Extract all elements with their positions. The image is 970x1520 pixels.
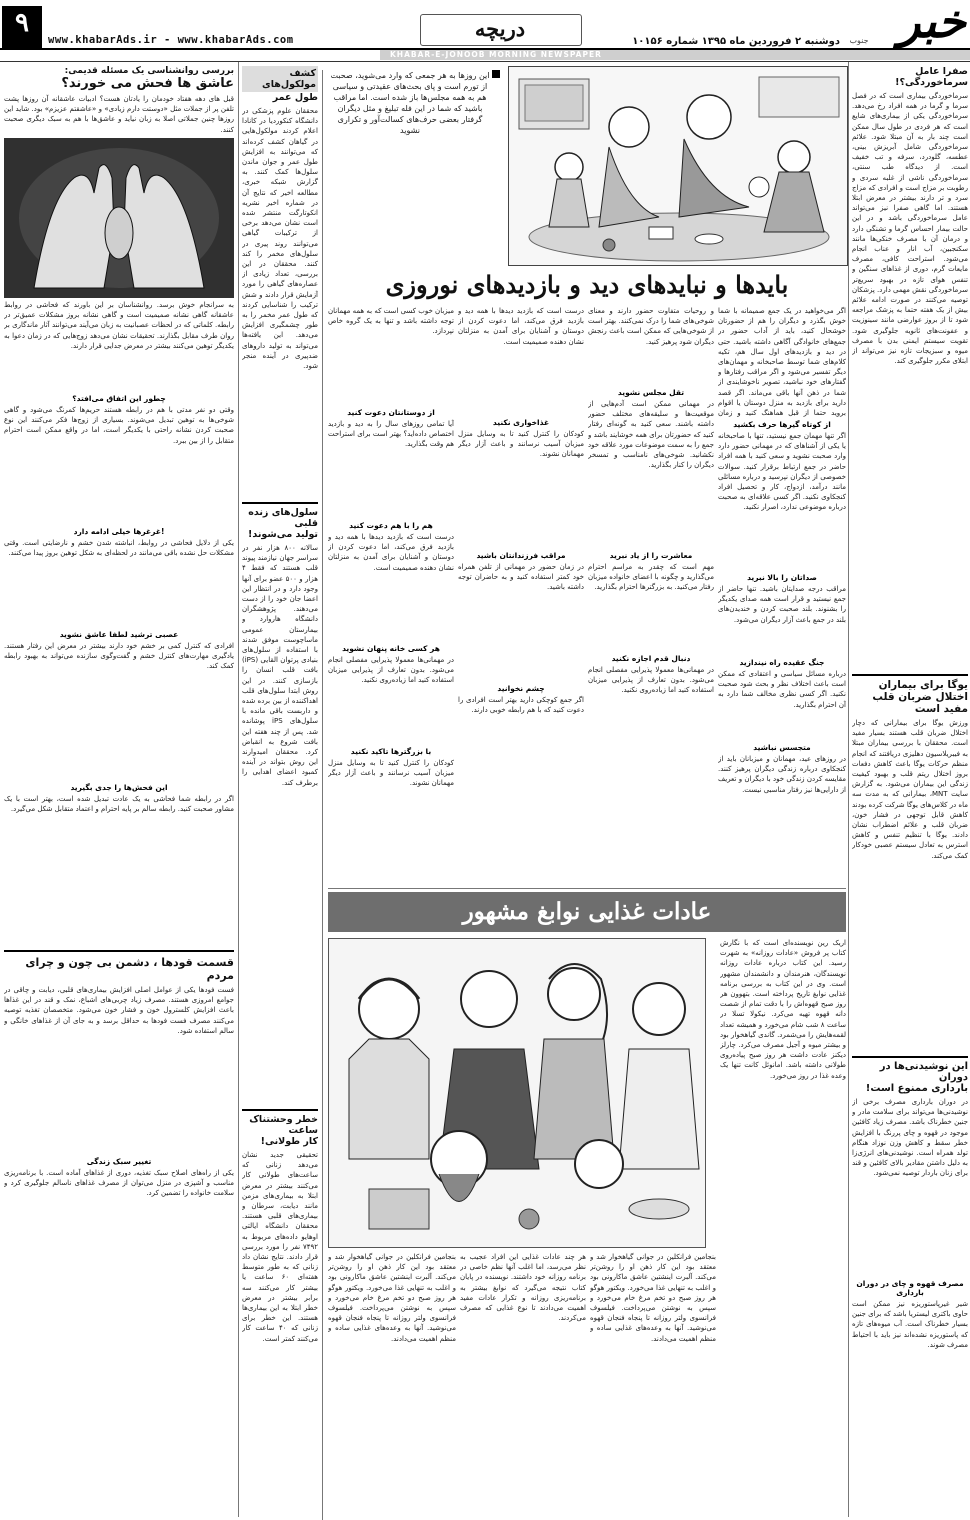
famous-body: هر چند عادات غذایی این افراد عجیب به نظر می‌رسد، اما اغلب آنها نظم خاصی در برنامه روزانه خود داشتند. نویسنده در پایان کتاب نتیجه می‌گیرد که نوابغ بیشتر به برنامه‌ریزی روزانه و تکرار عادات مفید اهمیت می‌دادند تا نوع غذایی که مصرف می‌کردند. xyxy=(460,1253,586,1323)
feature-subhead: هر کسی خانه پنهان نشوید xyxy=(342,644,440,653)
feature-body: مراقب درجه صدایتان باشید. تنها حاضر از جمع نیستید و قرار است همه صدای یکدیگر را بشنوند. بلند صحبت کردن و خندیدن‌های بلند در جمع باعث آزار دیگران می‌شود. xyxy=(718,585,846,624)
feature-column-1 xyxy=(718,306,846,886)
feature-body: اگر می‌خواهید در یک جمع صمیمانه با شما خوش بگذرد و دیگران را هم از حضورتان خوشحال کنید، باید از آداب حضور در جمع‌های خانوادگی آگاهی داشته باشید. حتی در دید و بازدیدهای اول سال هم، تکیه کلام‌های شما توسط صاحبخانه و مهمان‌های دیگر تفسیر می‌شود و اگر مراقب رفتارها و گفتارهای خود نباشید، تصویر ناخوشایندی از شما در ذهن آنها باقی می‌ماند. اگر قصد دارید برای بازدید به منزل دوستان یا اقوام بروید حتما از قبل هماهنگ کنید و زمان xyxy=(718,307,846,418)
cells-title: سلول‌های زنده قلبی xyxy=(242,502,318,529)
masthead-bottom-rule xyxy=(0,61,970,62)
famous-headline: عادات غذایی نوابغ مشهور xyxy=(462,898,712,925)
feature-body: در مهمانی‌ها معمولا پذیرایی مفصلی انجام می‌شود. بدون تعارف از پذیرایی میزبان استفاده کنید اما زیاده‌روی نکنید. xyxy=(588,666,714,695)
cells-body: سالانه ۸۰۰ هزار نفر در سراسر جهان نیازمند پیوند قلب هستند که فقط ۴ هزار و ۵۰۰ عضو برای آنها وجود دارد و در انتظار این اعضا جان خود را از دست می‌دهند. پژوهشگران دانشگاه هاروارد و بیمارستان عمومی ماساچوست موفق شدند با استفاده از سلول‌های بنیادی پرتوان القایی (iPS) بافت قلب انسان را بازسازی کنند. در این روش ابتدا سلول‌های قلب اهداکننده از بین برده شده و داربست باقی مانده با سلول‌های iPS پوشانده شد. پس از چند هفته این بافت شروع به انقباض کرد. محققان امیدوارند این روش بتواند در آینده کمبود اعضای اهدایی را برطرف کند. xyxy=(242,544,318,787)
famous-drawing xyxy=(329,939,705,1247)
logo-small: جنوب xyxy=(849,36,869,45)
feature-subhead: چشم نخوانید xyxy=(497,684,545,693)
hands-illustration xyxy=(4,138,234,298)
tagline: KHABAR-E-JONOOB MORNING NEWSPAPER xyxy=(390,50,602,59)
molecule-column xyxy=(242,66,318,1516)
feature-column-4 xyxy=(328,306,454,886)
drinks-body-2: شیر غیرپاستوریزه نیز ممکن است حاوی باکتری لیستریا باشد که برای جنین بسیار خطرناک است. آب میوه‌های تازه که پاستوریزه نشده‌اند نیز باید با احتیاط مصرف شوند. xyxy=(852,1300,968,1349)
feature-body: اگر جمع کوچکی دارید بهتر است افرادی را دعوت کنید که با هم رابطه خوبی دارند. xyxy=(458,696,584,715)
fastfood-subhead: تغییر سبک زندگی xyxy=(86,1157,152,1166)
left-title: عاشق ها فحش می خورند؟ xyxy=(61,76,234,91)
feature-body: و روحیات متفاوت حضور دارند و معنای شوخی‌های شما را درک نمی‌کنند. بهتر است از شوخی‌هایی که ممکن است باعث رنجش دیگران شود پرهیز کنید. xyxy=(588,307,714,346)
molecule-body: محققان علوم پزشکی در دانشگاه کنکوردیا در کانادا اعلام کردند مولکول‌هایی در گیاهان کشف کرده‌اند که می‌توانند به افزایش طول عمر و جوان ماندن سلول‌ها کمک کنند. به گزارش شبکه خبری، مطالعه اخیر که نتایج آن در شماره اخیر نشریه انکوتارگت منتشر شده است نشان می‌دهد برخی از ترکیبات گیاهی می‌توانند روند پیری در سلول‌های مخمر را کند کنند. محققان در این بررسی، تعداد زیادی از عصاره‌های گیاهی را مورد آزمایش قرار دادند و شش ترکیب را شناسایی کردند که طول عمر مخمر را به طور چشمگیری افزایش می‌دهد. این یافته‌ها می‌تواند به تولید داروهای ضدپیری در آینده منجر شود. xyxy=(242,107,318,371)
feature-body: کودکان را کنترل کنید تا به وسایل منزل میزبان آسیب نرسانند و باعث آزار دیگر مهمانان نشوند. xyxy=(328,759,454,788)
danger-title-2: کار طولانی! xyxy=(260,1136,318,1147)
feature-subhead: دنبال قدم اجازه نکنید xyxy=(611,654,691,663)
yoga-subtitle: اختلال ضربان قلب xyxy=(872,691,968,703)
feature-column-3 xyxy=(458,306,584,886)
molecule-title: کشف مولکول‌های xyxy=(242,66,318,92)
left-body: اگر در رابطه شما فحاشی به یک عادت تبدیل شده است، بهتر است با یک مشاور صحبت کنید. رابطه سالم بر پایه احترام و اعتماد متقابل شکل می‌گیرد. xyxy=(4,795,234,814)
danger-body: تحقیقی جدید نشان می‌دهد زنانی که ساعت‌های طولانی کار می‌کنند بیشتر در معرض ابتلا به بیماری‌های مزمن مانند دیابت، سرطان و بیماری‌های قلبی هستند. محققان دانشگاه ایالتی اوهایو داده‌های مربوط به ۷۴۹۲ نفر را مورد بررسی قرار دادند. نتایج نشان داد زنانی که به طور متوسط هفته‌ای ۶۰ ساعت یا بیشتر کار می‌کنند سه برابر بیشتر در معرض خطر ابتلا به این بیماری‌ها هستند. این خطر برای زنانی که ۴۰ ساعت کار می‌کنند کمتر است. xyxy=(242,1151,318,1343)
feature-subhead: از کوتاه گیرها حرف بکشید xyxy=(733,420,831,429)
left-subhead: چطور این اتفاق می‌افتد؟ xyxy=(72,394,166,403)
molecule-title-2: طول عمر xyxy=(272,92,318,103)
feature-body: میزبان خوب کسی است که به همه مهمانان توجه داشته باشد و تنها به یک گروه خاص نپردازد. xyxy=(328,307,454,336)
danger-title: خطر وحشتناک ساعت xyxy=(242,1109,318,1136)
feature-subhead: صداتان را بالا نبرید xyxy=(747,573,817,582)
yoga-subtitle-2: مفید است xyxy=(914,703,968,715)
feature-body: در مهمانی‌ها معمولا پذیرایی مفصلی انجام می‌شود. بدون تعارف از پذیرایی میزبان استفاده کنید اما زیاده‌روی نکنید. xyxy=(328,656,454,685)
right-column xyxy=(852,66,968,1516)
left-body: یکی از دلایل فحاشی در روابط، انباشته شدن خشم و نارضایتی است. وقتی مشکلات حل نشده باقی می‌مانند در لحظه‌ای به شکل توهین بروز پیدا می‌کنند. xyxy=(4,539,234,558)
section-divider xyxy=(328,888,846,889)
feature-subhead: از دوستانتان دعوت کنید xyxy=(347,408,435,417)
famous-body: بنجامین فرانکلین در جوانی گیاهخوار شد و معتقد بود این کار ذهن او را روشن‌تر می‌کند. آلبرت اینشتین عاشق ماکارونی بود و اغلب به تنهایی غذا می‌خورد. ویکتور هوگو هر روز صبح دو تخم مرغ خام می‌خورد و سپس به نوشتن می‌پرداخت. فیلسوف فرانسوی ولتر روزانه تا پنجاه فنجان قهوه می‌نوشید. آنها به وعده‌های غذایی ساده و منظم اهمیت می‌دادند. xyxy=(590,1253,716,1343)
cartoon-caption-marker xyxy=(492,70,500,78)
feature-subhead: تقل مجلس نشوید xyxy=(617,388,685,397)
drinks-title: این نوشیدنی‌ها در دوران xyxy=(852,1056,968,1083)
feature-subhead: مراقب فرزندانتان باشید xyxy=(476,551,566,560)
famous-column-3 xyxy=(460,1252,586,1514)
famous-illustration xyxy=(328,938,706,1248)
drinks-title-2: بارداری ممنوع است! xyxy=(865,1083,968,1094)
left-body: به سرانجام خوش برسد. روانشناسان بر این باورند که فحاشی در روابط عاشقانه گاهی نشانه صمیمیت است و گاهی نشانه بروز مشکلات عمیق‌تر در رابطه. کلماتی که در لحظات عصبانیت به زبان می‌آیند می‌توانند آثار ماندگاری بر روان طرف مقابل بگذارند. تحقیقات نشان می‌دهد زوج‌هایی که در زمان دعوا به یکدیگر توهین می‌کنند بیشتر در معرض جدایی قرار دارند. xyxy=(4,301,234,350)
feature-body: درست است که بازدید دیدها با همه دید و بازدید فرق می‌کند، اما دعوت کردن از دوستان و آشنایان برای آمدن به منزلتان نشان دهنده صمیمیت است. xyxy=(328,533,454,572)
left-subhead: غرغرها خیلی ادامه دارد! xyxy=(73,527,165,536)
feature-subhead: با بزرگترها تاکید نکنید xyxy=(350,747,432,756)
fastfood-body: فست فودها یکی از عوامل اصلی افزایش بیماری‌های قلبی، دیابت و چاقی در جوامع امروزی هستند. مصرف زیاد چربی‌های اشباع، نمک و قند در این غذاها باعث افزایش کلسترول خون و فشار خون می‌شود. متخصصان تغذیه توصیه می‌کنند مصرف فست فودها به حداقل برسد و به جای آن از غذاهای خانگی و سالم استفاده شود. xyxy=(4,986,234,1035)
hands-drawing xyxy=(4,138,234,298)
yoga-title: یوگا برای بیماران xyxy=(852,674,968,691)
left-kicker: بررسی روانشناسی یک مسئله قدیمی: xyxy=(64,66,234,76)
famous-body: بنجامین فرانکلین در جوانی گیاهخوار شد و معتقد بود این کار ذهن او را روشن‌تر می‌کند. آلبرت اینشتین عاشق ماکارونی بود و اغلب به تنهایی غذا می‌خورد. ویکتور هوگو هر روز صبح دو تخم مرغ خام می‌خورد و سپس به نوشتن می‌پرداخت. فیلسوف فرانسوی ولتر روزانه تا پنجاه فنجان قهوه می‌نوشید. آنها به وعده‌های غذایی ساده و منظم اهمیت می‌دادند. xyxy=(328,1253,456,1343)
drinks-body: در دوران بارداری مصرف برخی از نوشیدنی‌ها می‌تواند برای سلامت مادر و جنین خطرناک باشد. مصرف زیاد کافئین موجود در قهوه و چای پررنگ با افزایش خطر سقط و کاهش وزن نوزاد هنگام تولد همراه است. نوشیدنی‌های انرژی‌زا به دلیل داشتن مقادیر بالای کافئین و قند برای زنان باردار توصیه نمی‌شود. xyxy=(852,1098,968,1178)
feature-body: اگر تنها مهمان جمع نیستید، تنها با صاحبخانه یا یکی از آشناهای که در مهمانی حضور دارد وارد صحبت نشوید و سعی کنید با همه افراد حاضر در جمع ارتباط برقرار کنید. سوالات خصوصی از دیگران نپرسید و درباره مسائلی مانند درآمد، ازدواج، کار و تحصیل افراد کنجکاوی نکنید. اگر کسی علاقه‌ای به صحبت درباره موضوعی ندارد، اصرار نکنید. xyxy=(718,432,846,512)
column-rule xyxy=(322,70,323,1520)
famous-column-1 xyxy=(720,938,846,1513)
cells-title-2: تولید می‌شوند! xyxy=(248,529,318,540)
feature-subhead: متجسس نباشید xyxy=(753,743,811,752)
feature-subhead: هم را با هم دعوت کنید xyxy=(349,521,433,530)
feature-body: درست است که بازدید دیدها با همه دید و بازدید فرق می‌کند، اما دعوت کردن از دوستان و آشنایان برای آمدن به منزلتان نشان دهنده صمیمیت است. xyxy=(458,307,584,346)
feature-body: در مهمانی ممکن است آدم‌هایی از موقعیت‌ها و سلیقه‌های مختلف حضور داشته باشند. سعی کنید به گونه‌ای رفتار کنید که حضورتان برای همه خوشایند باشد و جمع را به سمت موضوعات مورد علاقه خود نکشانید. شوخی‌های نامناسب و تمسخر دیگران را کنار بگذارید. xyxy=(588,400,714,470)
website-url[interactable]: www.khabarAds.ir - www.khabarAds.com xyxy=(48,34,294,46)
cartoon-illustration xyxy=(508,66,848,266)
left-intro: قبل های دهه هفتاد خودمان را یادتان هست؟ ادبیات عاشقانه آن روزها پشت تلفن پر از جملات مثل «دوستت دارم زیادی» و «عاشقتم عزیزم» بود. شاید این روزها چنین جملاتی اصلا به زبان نیاید و عاشق‌ها با هم به سبک دیگری صحبت کنند. xyxy=(4,95,234,134)
feature-body: درباره مسائل سیاسی و اعتقادی که ممکن است باعث اختلاف نظر و بحث شود صحبت نکنید. اگر کسی نظری مخالف شما دارد به آن احترام بگذارید. xyxy=(718,670,846,709)
fastfood-body-2: یکی از راه‌های اصلاح سبک تغذیه، دوری از غذاهای آماده است. با برنامه‌ریزی مناسب و آشپزی در منزل می‌توان از مصرف غذاهای ناسالم جلوگیری کرد و سلامت خانواده را تضمین کرد. xyxy=(4,1169,234,1198)
feature-body: آیا تمامی روزهای سال را به دید و بازدید اختصاص داده‌اید؟ بهتر است برای استراحت هم وقت بگذارید. xyxy=(328,420,454,449)
yoga-body: ورزش یوگا برای بیمارانی که دچار اختلال ضربان قلب هستند بسیار مفید است. محققان با بررسی بیماران مبتلا به فیبریلاسیون دهلیزی دریافتند که انجام منظم حرکات یوگا باعث کاهش دفعات بروز اختلال ریتم قلب و بهبود کیفیت زندگی این بیماران می‌شود. به گزارش سایت MNT، بیمارانی که به مدت سه ماه در کلاس‌های یوگا شرکت کرده بودند کاهش قابل توجهی در فشار خون، ضربان قلب و علائم اضطراب نشان دادند. یوگا با تنظیم تنفس و کاهش استرس به تعادل سیستم عصبی خودکار کمک می‌کند. xyxy=(852,719,968,860)
cartoon-caption: این روزها به هر جمعی که وارد می‌شوید، صحبت از تورم است و پای بحث‌های عقیدتی و سیاسی هم به همه مجلس‌ها باز شده است. اما مراقب باشید که شما در این فله تبلیغ و مثل دیگران گرفتار بعضی حرف‌های کسالت‌آور و تکراری نشوید xyxy=(330,71,490,135)
date-line: دوشنبه ۲ فروردین ماه ۱۳۹۵ شماره ۱۰۱۵۶ xyxy=(632,36,840,47)
article-title: صفرا عامل سرماخوردگی؟! xyxy=(895,66,968,88)
famous-column-2 xyxy=(590,1252,716,1514)
section-title: دریچه xyxy=(474,16,526,41)
left-subhead: این فحش‌ها را جدی بگیرید xyxy=(70,783,168,792)
left-column xyxy=(4,66,234,1516)
drinks-subhead: مصرف قهوه و چای در دوران بارداری xyxy=(856,1279,964,1297)
page-number: ۹ xyxy=(15,8,29,38)
left-body: وقتی دو نفر مدتی با هم در رابطه هستند حریم‌ها کمرنگ می‌شود و گاهی شوخی‌ها به توهین تبدیل می‌شوند. بسیاری از زوج‌ها فکر می‌کنند این نوع صحبت کردن نشانه راحتی با یکدیگر است، اما در واقع ممکن است احترام متقابل را از بین ببرد. xyxy=(4,406,234,445)
masthead xyxy=(0,0,970,60)
feature-body: در روزهای عید، مهمانان و میزبانان باید از کنجکاوی درباره زندگی دیگران پرهیز کنند. مقایسه کردن زندگی خود با دیگران و تعریف از دارایی‌ها نیز رفتار مناسبی نیست. xyxy=(718,755,846,794)
feature-body: مهم است که چقدر به مراسم احترام می‌گذارید و چگونه با اعضای خانواده میزبان رفتار می‌کنید. به بزرگترها احترام بگذارید. xyxy=(588,563,714,592)
feature-column-2 xyxy=(588,306,714,886)
column-rule xyxy=(848,62,849,1517)
left-body: افرادی که کنترل کمی بر خشم خود دارند بیشتر در معرض این رفتار هستند. یادگیری مهارت‌های کنترل خشم و گفت‌وگوی سازنده می‌تواند به بهبود رابطه کمک کند. xyxy=(4,642,234,671)
column-rule xyxy=(238,62,239,1517)
feature-subhead: غذاخواری نکنید xyxy=(492,418,550,427)
logo: خبر xyxy=(898,0,966,48)
feature-body: در زمان حضور در مهمانی از تلفن همراه خود کمتر استفاده کنید و به حاضران توجه داشته باشید. xyxy=(458,563,584,592)
feature-subhead: معاشرت را از یاد نبرید xyxy=(609,551,693,560)
article-body: سرماخوردگی بیماری است که در فصل سرما و گرما در همه افراد رخ می‌دهد. سرماخوردگی یکی از بیماری‌های شایع است که هر فردی در طول سال ممکن است چند بار به آن مبتلا شود. علائم سرماخوردگی شامل آبریزش بینی، عطسه، گلودرد، سرفه و تب خفیف است. از دیدگاه طب سنتی، سرماخوردگی ناشی از غلبه سردی و رطوبت بر مزاج است و افرادی که مزاج سرد و تر دارند بیشتر در معرض ابتلا هستند. اما گاهی صفرا نیز می‌تواند عامل سرماخوردگی باشد و در این حالت بیمار احساس گرما و تشنگی دارد و درمان آن با مصرف خنکی‌ها مانند سکنجبین، آب انار و عناب انجام می‌شود. استراحت کافی، مصرف مایعات گرم، دوری از غذاهای سنگین و تنفس هوای تازه در بهبود سریع‌تر سرماخوردگی نقش مهمی دارد. پزشکان توصیه می‌کنند در صورت ادامه علائم بیش از یک هفته حتما به پزشک مراجعه شود تا از بروز عوارضی مانند سینوزیت و عفونت‌های ثانویه جلوگیری شود. تقویت سیستم ایمنی بدن با مصرف میوه و سبزیجات تازه نیز می‌تواند از ابتلای مکرر جلوگیری کند. xyxy=(852,92,968,366)
feature-headline: بایدها و نبایدهای دید و بازدیدهای نوروزی xyxy=(385,270,789,299)
feature-subhead: جنگ عقیده راه نیندازید xyxy=(739,658,825,667)
feature-body: کودکان را کنترل کنید تا به وسایل منزل میزبان آسیب نرسانند و باعث آزار دیگر مهمانان نشوند. xyxy=(458,430,584,459)
cartoon-drawing xyxy=(509,67,847,265)
fastfood-title: قسمت قودها ، دشمن بی چون و چرای مردم xyxy=(4,950,234,982)
famous-column-4 xyxy=(328,1252,456,1514)
famous-body: اریک رین نویسنده‌ای است که با نگارش کتاب پر فروش «عادات روزانه» به شهرت رسید. این کتاب درباره عادات روزانه نویسندگان، هنرمندان و دانشمندان مشهور است. وی در این کتاب به بررسی برنامه غذایی نوابغ تاریخ پرداخته است. بتهوون هر روز صبح قهوه‌اش را با دقت تمام از شصت دانه قهوه تهیه می‌کرد. نیکولا تسلا در ساعت ۸ شب شام می‌خورد و همیشه تعداد لقمه‌هایش را می‌شمرد. گاندی گیاهخوار بود و بیشتر میوه و آجیل مصرف می‌کرد. چارلز دیکنز عادت داشت هر روز صبح پیاده‌روی طولانی داشته باشد. امانوئل کانت تنها یک وعده غذا در روز می‌خورد. xyxy=(720,939,846,1080)
left-subhead: عصبی ترشید لطفا عاشق نشوید xyxy=(59,630,179,639)
